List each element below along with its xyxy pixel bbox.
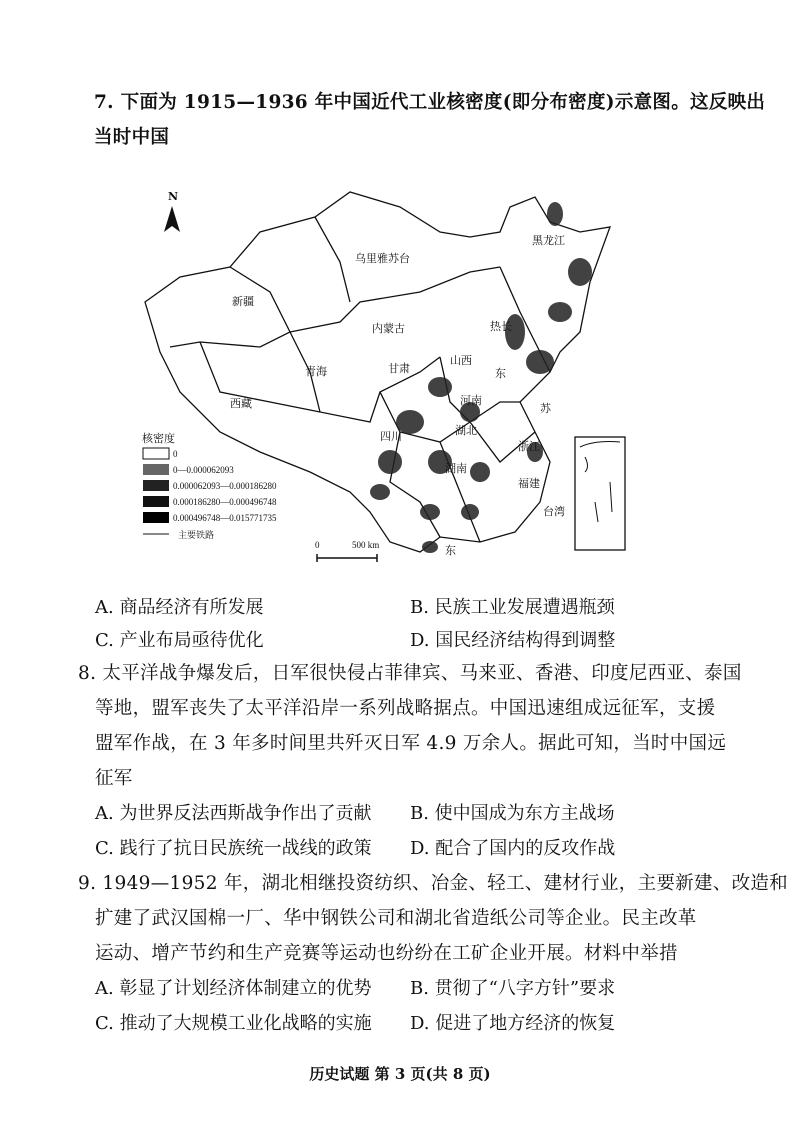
- label-shandong: 东: [495, 367, 506, 380]
- q7-option-b[interactable]: B. 民族工业发展遭遇瓶颈: [410, 597, 615, 618]
- label-guangdong: 东: [445, 544, 456, 557]
- legend-item: 0.000062093—0.000186280: [173, 481, 277, 491]
- legend-item: 0—0.000062093: [173, 465, 234, 475]
- q7-option-d[interactable]: D. 国民经济结构得到调整: [410, 630, 616, 651]
- q9-stem: 9. 1949—1952 年，湖北相继投资纺织、冶金、轻工、建材行业，主要新建、改造和: [78, 873, 788, 894]
- legend-item: 0: [173, 449, 178, 459]
- q9-option-c[interactable]: C. 推动了大规模工业化战略的实施: [95, 1013, 372, 1034]
- q8-option-b[interactable]: B. 使中国成为东方主战场: [410, 803, 615, 824]
- label-fujian: 福建: [518, 477, 540, 490]
- label-gansu: 甘肃: [388, 362, 410, 375]
- q8-stem: 8. 太平洋战争爆发后，日军很快侵占菲律宾、马来亚、香港、印度尼西亚、泰国: [78, 663, 742, 684]
- north-label: N: [168, 190, 179, 203]
- legend-swatch: [143, 512, 169, 523]
- q8-option-a[interactable]: A. 为世界反法西斯战争作出了贡献: [95, 803, 372, 824]
- label-taiwan: 台湾: [543, 505, 565, 518]
- q7-stem-cont: 当时中国: [94, 127, 170, 148]
- label-wuliyasutai: 乌里雅苏台: [355, 252, 410, 265]
- q9-option-a[interactable]: A. 彰显了计划经济体制建立的优势: [95, 978, 372, 999]
- industrial-density-map: [140, 172, 630, 572]
- north-arrow-icon: [164, 206, 180, 232]
- q9-option-d[interactable]: D. 促进了地方经济的恢复: [410, 1013, 616, 1034]
- q7-option-c[interactable]: C. 产业布局亟待优化: [95, 630, 264, 651]
- legend-railway: 主要铁路: [178, 530, 215, 540]
- label-henan: 河南: [460, 394, 482, 407]
- q9-option-b[interactable]: B. 贯彻了“八字方针”要求: [410, 978, 616, 999]
- label-zhejiang: 浙江: [518, 440, 540, 453]
- legend-swatch: [143, 496, 169, 507]
- legend-swatch: [143, 480, 169, 491]
- scale-bar: [315, 540, 379, 562]
- legend-swatch: [143, 448, 169, 459]
- north-arrow: [164, 190, 180, 232]
- map-legend: [142, 431, 277, 540]
- label-hunan: 湖南: [445, 462, 467, 475]
- label-heilongjiang: 黑龙江: [532, 234, 565, 247]
- label-rehe: 热长: [490, 320, 512, 333]
- q9-stem: 扩建了武汉国棉一厂、华中钢铁公司和湖北省造纸公司等企业。民主改革: [95, 908, 697, 929]
- q9-stem: 运动、增产节约和生产竞赛等运动也纷纷在工矿企业开展。材料中举措: [95, 943, 678, 964]
- label-qinghai: 青海: [305, 365, 327, 378]
- page-footer: 历史试题 第 3 页(共 8 页): [309, 1065, 491, 1083]
- q8-stem: 征军: [95, 768, 133, 789]
- label-sichuan: 四川: [380, 430, 402, 443]
- q8-option-c[interactable]: C. 践行了抗日民族统一战线的政策: [95, 838, 372, 859]
- map-labels: [230, 233, 565, 557]
- label-xinjiang: 新疆: [232, 295, 254, 308]
- legend-item: 0.000186280—0.000496748: [173, 497, 277, 507]
- q7-option-a[interactable]: A. 商品经济有所发展: [95, 597, 264, 618]
- scale-zero: 0: [315, 540, 320, 550]
- scale-distance: 500 km: [352, 540, 380, 550]
- label-neimenggu: 内蒙古: [372, 322, 405, 335]
- q8-option-d[interactable]: D. 配合了国内的反攻作战: [410, 838, 616, 859]
- q8-stem: 等地，盟军丧失了太平洋沿岸一系列战略据点。中国迅速组成远征军，支援: [95, 698, 716, 719]
- label-jiangsu: 苏: [540, 402, 551, 415]
- label-xizang: 西藏: [230, 397, 252, 410]
- q8-stem: 盟军作战，在 3 年多时间里共歼灭日军 4.9 万余人。据此可知，当时中国远: [95, 733, 727, 754]
- q7-stem: 7. 下面为 1915—1936 年中国近代工业核密度(即分布密度)示意图。这反映出: [94, 92, 766, 113]
- label-shanxi: 山西: [450, 354, 472, 367]
- legend-title: 核密度: [142, 432, 175, 445]
- south-china-sea-inset: [575, 437, 625, 550]
- legend-swatch: [143, 464, 169, 475]
- label-hubei: 湖北: [455, 424, 477, 437]
- legend-item: 0.000496748—0.015771735: [173, 513, 277, 523]
